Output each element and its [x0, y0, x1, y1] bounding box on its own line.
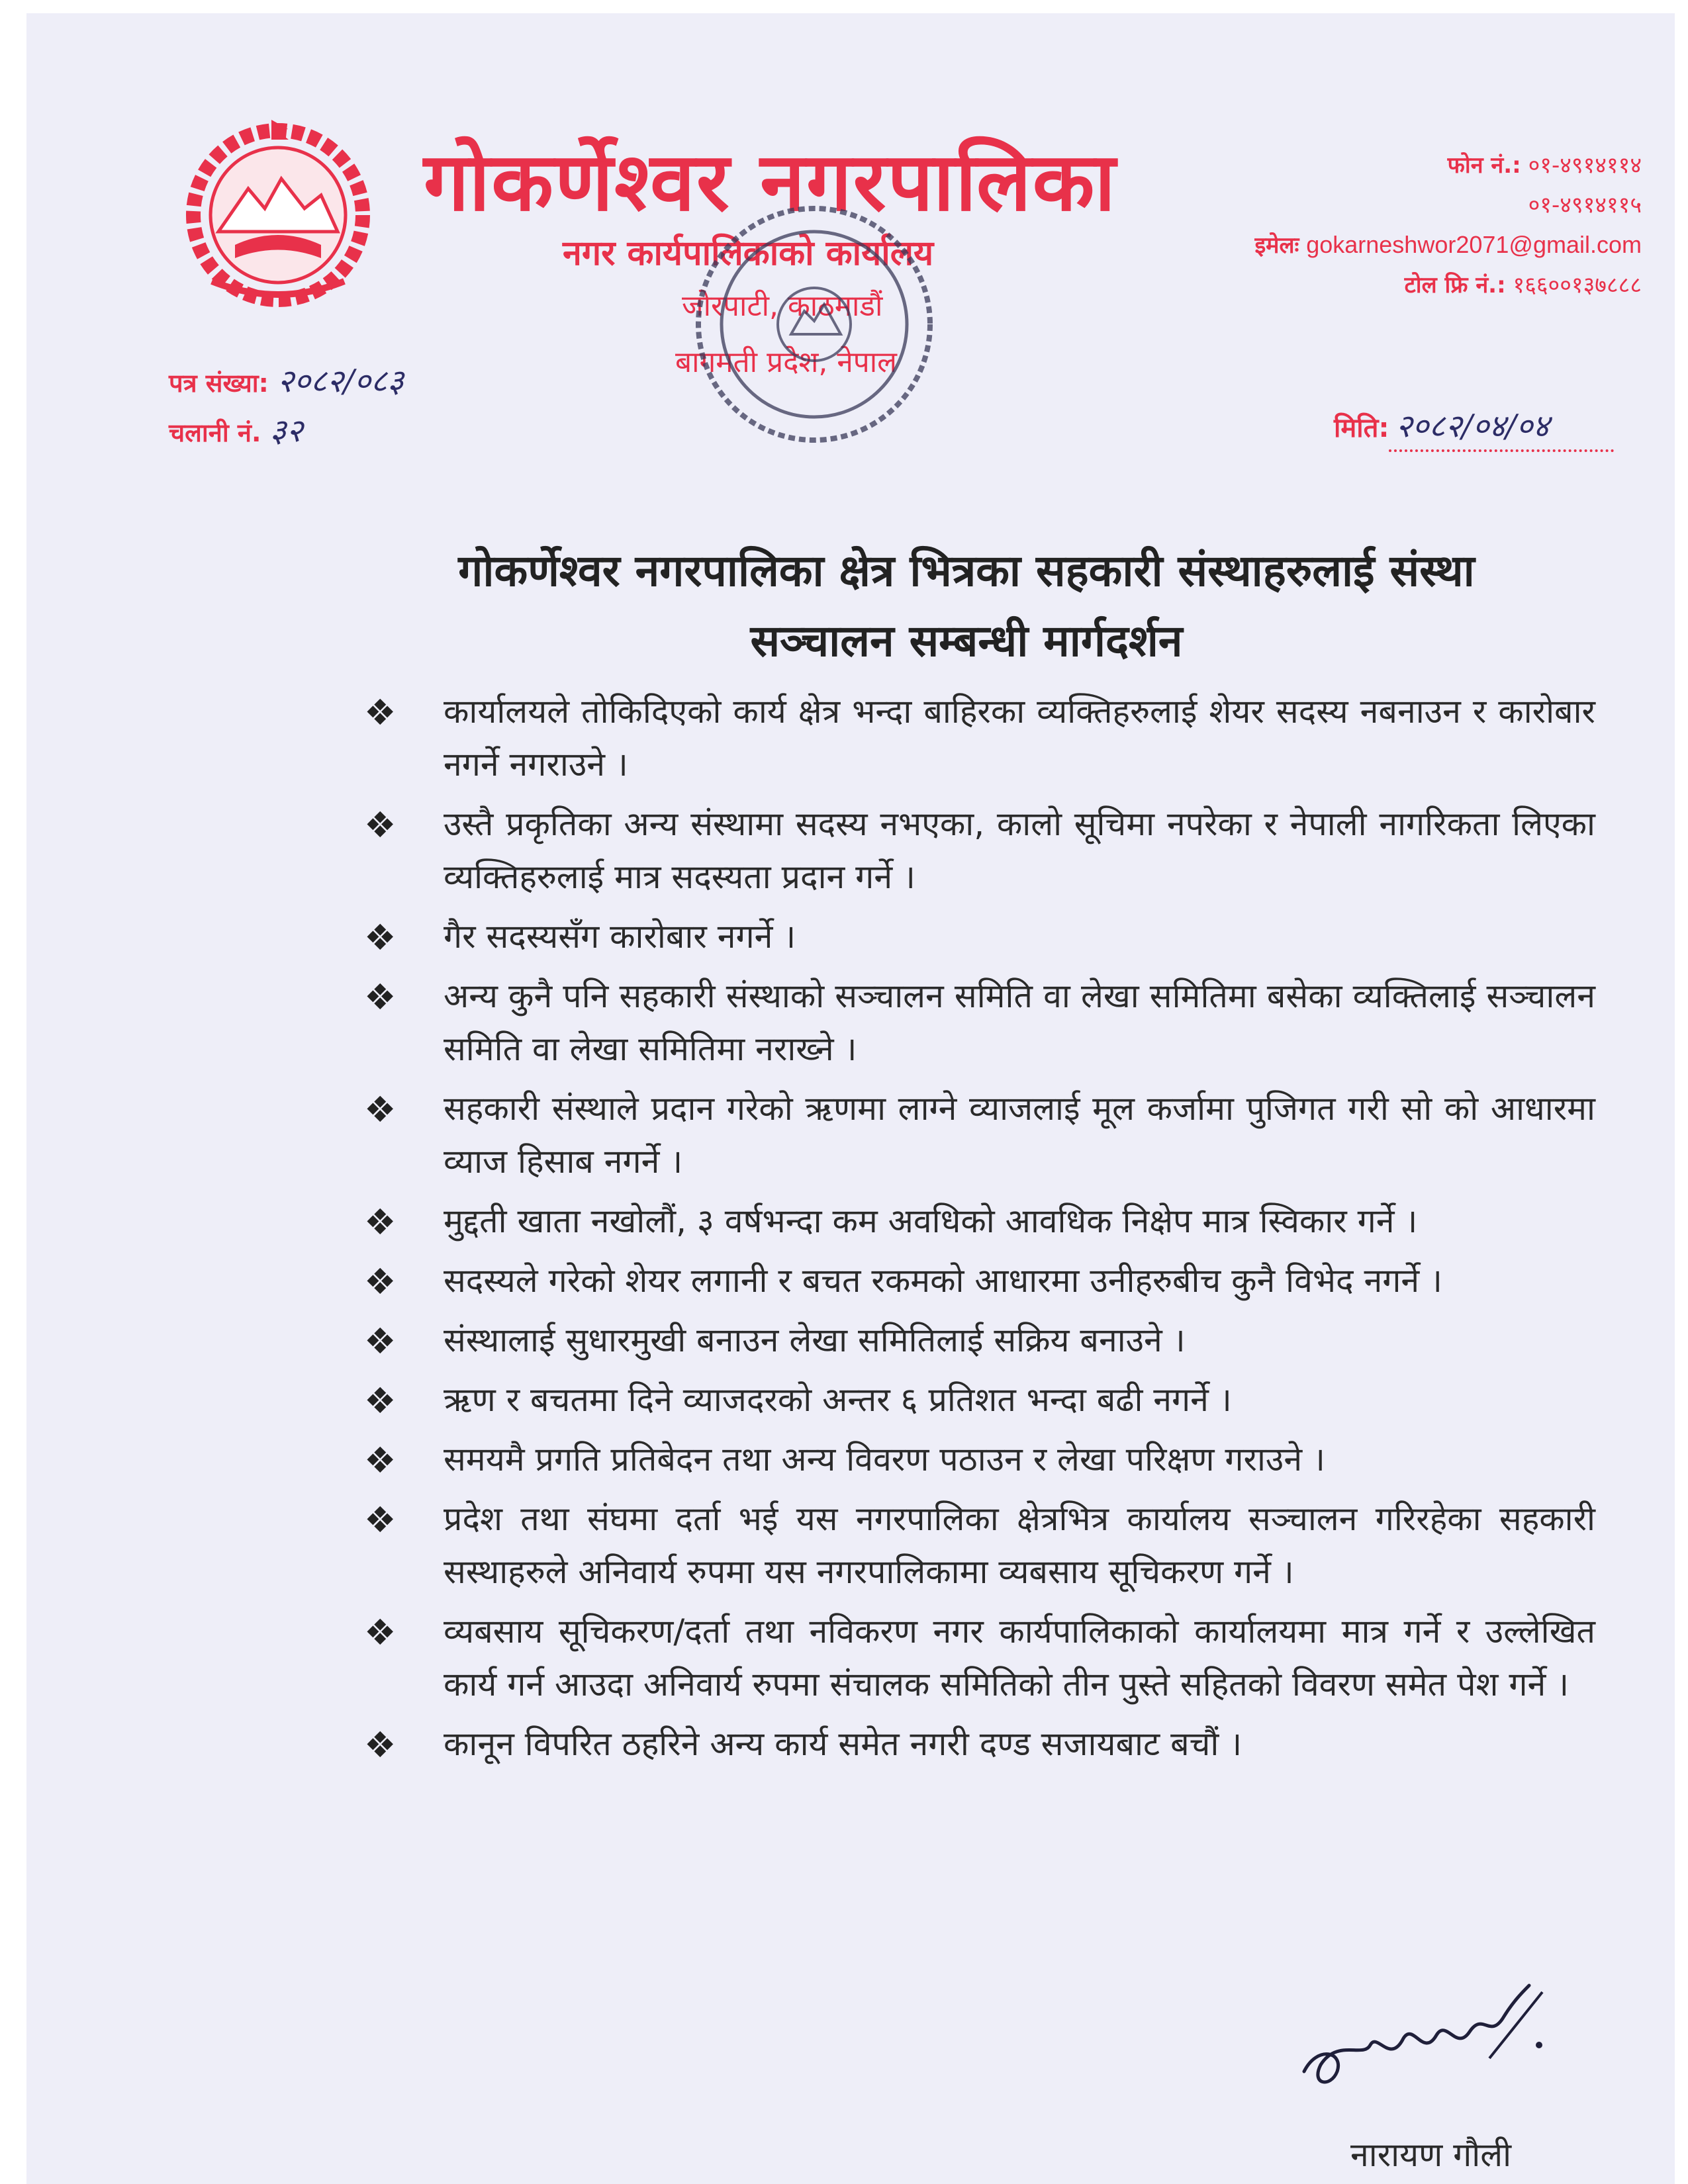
tollfree-value: १६६००१३७८८८	[1513, 272, 1642, 298]
title-line-1: गोकर्णेश्वर नगरपालिका क्षेत्र भित्रका सहकारी संस्थाहरुलाई संस्था	[458, 545, 1475, 596]
diamond-bullet-icon: ❖	[364, 1724, 397, 1766]
email-value: gokarneshwor2071@gmail.com	[1306, 231, 1642, 258]
letter-number-row	[169, 357, 404, 407]
letter-number-label: पत्र संख्या:	[169, 369, 269, 398]
diamond-bullet-icon: ❖	[364, 804, 397, 846]
signature-mark	[1291, 1972, 1556, 2105]
list-item	[357, 1195, 1595, 1248]
title-line-2: सञ्चालन सम्बन्धी मार्गदर्शन	[750, 615, 1183, 666]
contact-block	[1254, 146, 1642, 305]
diamond-bullet-icon: ❖	[364, 692, 397, 733]
diamond-bullet-icon: ❖	[364, 1439, 397, 1481]
dispatch-number-value: ३२	[269, 412, 303, 449]
date-value: २०८२/०४/०४	[1389, 404, 1614, 452]
diamond-bullet-icon: ❖	[364, 976, 397, 1018]
office-name: गोकर्णेश्वर नगरपालिका	[424, 135, 1117, 229]
date-row	[1334, 404, 1614, 452]
list-item-text: कार्यालयले तोकिदिएको कार्य क्षेत्र भन्दा बाहिरका व्यक्तिहरुलाई शेयर सदस्य नबनाउन र कारोबार नगर्ने नगराउने ।	[444, 692, 1595, 784]
list-item	[357, 1605, 1595, 1711]
list-item	[357, 1717, 1595, 1770]
list-item	[357, 797, 1595, 903]
list-item-text: समयमै प्रगति प्रतिबेदन तथा अन्य विवरण पठाउन र लेखा परिक्षण गराउने ।	[444, 1440, 1325, 1479]
reference-block	[169, 357, 404, 457]
list-item-text: मुद्दती खाता नखोलौं, ३ वर्षभन्दा कम अवधिको आवधिक निक्षेप मात्र स्विकार गर्ने ।	[444, 1202, 1418, 1240]
list-item-text: उस्तै प्रकृतिका अन्य संस्थामा सदस्य नभएका, कालो सूचिमा नपरेका र नेपाली नागरिकता लिएका व्यक्तिहरुलाई मात्र सदस्यता प्रदान गर्ने ।	[444, 805, 1595, 896]
diamond-bullet-icon: ❖	[364, 917, 397, 958]
list-item	[357, 910, 1595, 963]
signer-name: नारायण गौली	[1350, 2136, 1512, 2174]
list-item	[357, 1433, 1595, 1486]
email-row	[1254, 225, 1642, 265]
list-item-text: संस्थालाई सुधारमुखी बनाउन लेखा समितिलाई सक्रिय बनाउने ।	[444, 1321, 1186, 1359]
office-seal-stamp	[682, 192, 947, 457]
guideline-list	[357, 685, 1595, 1777]
list-item-text: गैर सदस्यसँग कारोबार नगर्ने ।	[444, 917, 796, 956]
list-item	[357, 1373, 1595, 1426]
list-item	[357, 1492, 1595, 1598]
phone-row	[1254, 146, 1642, 185]
list-item-text: सहकारी संस्थाले प्रदान गरेको ऋणमा लाग्ने व्याजलाई मूल कर्जामा पुजिगत गरी सो को आधारमा व्याज हिसाब नगर्ने ।	[444, 1089, 1595, 1181]
list-item	[357, 1082, 1595, 1188]
list-item-text: सदस्यले गरेको शेयर लगानी र बचत रकमको आधारमा उनीहरुबीच कुनै विभेद नगर्ने ।	[444, 1261, 1442, 1300]
list-item-text: अन्य कुनै पनि सहकारी संस्थाको सञ्चालन समिति वा लेखा समितिमा बसेका व्यक्तिलाई सञ्चालन समिति वा लेखा समितिमा नराख्ने ।	[444, 977, 1595, 1068]
diamond-bullet-icon: ❖	[364, 1320, 397, 1362]
tollfree-label: टोल फ्रि नं.:	[1404, 272, 1506, 298]
phone-2: ०१-४९१४११५	[1528, 192, 1642, 218]
email-label: इमेलः	[1254, 232, 1299, 259]
office-address: जोरपाटी, काठमाडौं	[682, 289, 883, 323]
diamond-bullet-icon: ❖	[364, 1380, 397, 1422]
tollfree-row	[1254, 265, 1642, 305]
letter-number-value: २०८२/०८३	[277, 363, 404, 400]
list-item	[357, 970, 1595, 1075]
list-item-text: कानून विपरित ठहरिने अन्य कार्य समेत नगरी दण्ड सजायबाट बचौं ।	[444, 1725, 1243, 1763]
diamond-bullet-icon: ❖	[364, 1261, 397, 1302]
office-subtitle: नगर कार्यपालिकाको कार्यालय	[563, 234, 934, 273]
phone-label: फोन नं.:	[1447, 152, 1521, 179]
phone-row-2	[1254, 185, 1642, 225]
list-item-text: व्यबसाय सूचिकरण/दर्ता तथा नविकरण नगर कार्यपालिकाको कार्यालयमा मात्र गर्ने र उल्लेखित कार्य गर्न आउदा अनिवार्य रुपमा संचालक समितिको तीन पुस्ते सहितको विवरण समेत पेश गर्ने ।	[444, 1612, 1595, 1704]
list-item	[357, 685, 1595, 791]
document-title	[371, 536, 1562, 676]
diamond-bullet-icon: ❖	[364, 1201, 397, 1243]
diamond-bullet-icon: ❖	[364, 1612, 397, 1653]
date-label: मिति:	[1334, 413, 1389, 443]
office-province: बागमती प्रदेश, नेपाल	[675, 345, 897, 379]
list-item	[357, 1254, 1595, 1307]
dispatch-number-label: चलानी नं.	[169, 418, 261, 447]
diamond-bullet-icon: ❖	[364, 1499, 397, 1541]
dispatch-number-row	[169, 407, 404, 457]
phone-1: ०१-४९१४११४	[1528, 152, 1642, 179]
list-item	[357, 1314, 1595, 1367]
list-item-text: प्रदेश तथा संघमा दर्ता भई यस नगरपालिका क्षेत्रभित्र कार्यालय सञ्चालन गरिरहेका सहकारी सस्थाहरुले अनिवार्य रुपमा यस नगरपालिकामा व्यबसाय सूचिकरण गर्ने ।	[444, 1500, 1595, 1591]
nepal-emblem-icon	[172, 116, 384, 314]
diamond-bullet-icon: ❖	[364, 1089, 397, 1130]
list-item-text: ऋण र बचतमा दिने व्याजदरको अन्तर ६ प्रतिशत भन्दा बढी नगर्ने ।	[444, 1381, 1232, 1419]
